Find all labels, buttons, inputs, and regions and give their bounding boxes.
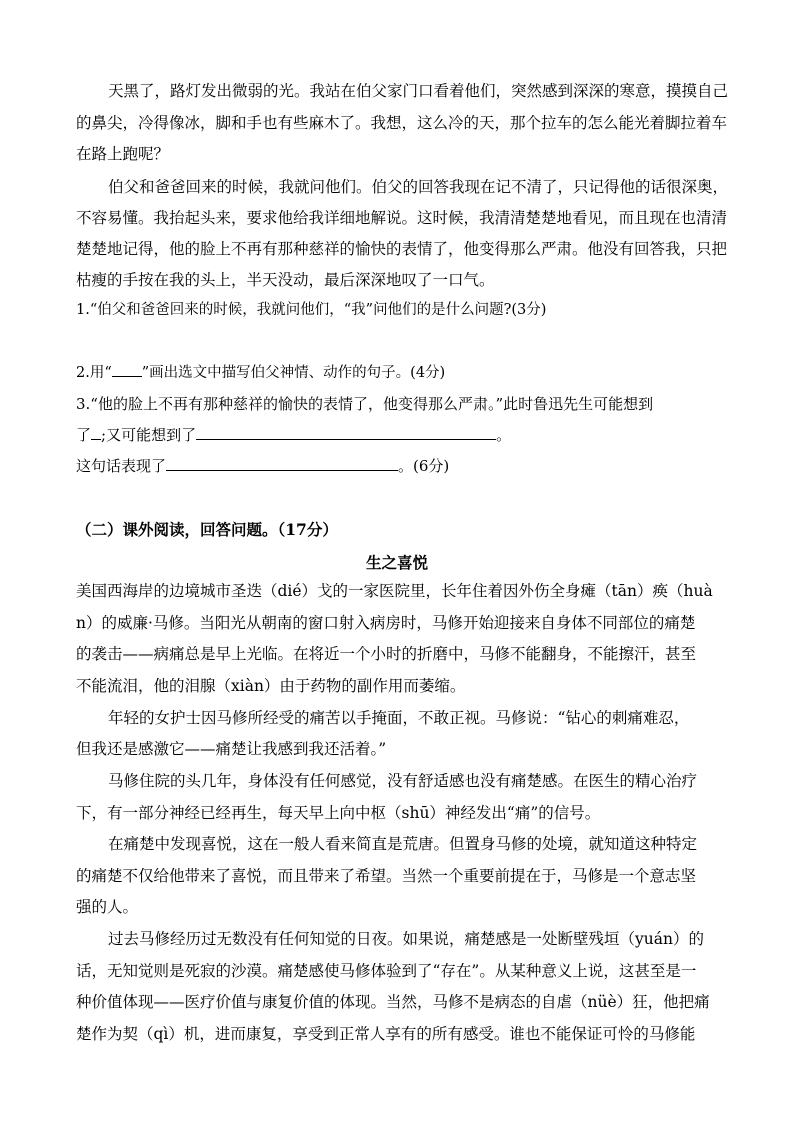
passage-title: 生之喜悦 xyxy=(365,553,428,572)
passage2-para3-line2: 下，有一部分神经已经再生，每天早上向中枢（shū）神经发出“痛”的信号。 xyxy=(76,804,601,822)
passage1-para1-line1: 天黑了，路灯发出微弱的光。我站在伯父家门口看着他们，突然感到深深的寒意，摸摸自己 xyxy=(108,82,729,100)
passage1-para1-line3: 在路上跑呢？ xyxy=(76,145,170,163)
answer-blank-3[interactable] xyxy=(166,456,398,471)
passage2-para1-line3: 的袭击——病痛总是早上光临。在将近一个小时的折磨中，马修不能翻身，不能擦汗，甚至 xyxy=(76,645,697,663)
passage2-para1-line4: 不能流泪，他的泪腺（xiàn）由于药物的副作用而萎缩。 xyxy=(76,677,466,695)
question-2 xyxy=(76,362,445,384)
answer-blank-2[interactable] xyxy=(196,425,496,440)
question-3-text-b: ;又可能想到了 xyxy=(101,426,197,444)
question-2-prefix: 2.用“ xyxy=(76,365,112,381)
passage2-para2-line2: 但我还是感激它——痛楚让我感到我还活着。” xyxy=(76,740,387,758)
passage1-para2-line3: 楚楚地记得，他的脸上不再有那种慈祥的愉快的表情了，他变得那么严肃。他没有回答我，只把 xyxy=(76,240,728,258)
passage2-para1-line2: n）的威廉·马修。当阳光从朝南的窗口射入病房时，马修开始迎接来自身体不同部位的痛楚 xyxy=(76,614,696,632)
question-2-suffix: ”画出选文中描写伯父神情、动作的句子。(4分) xyxy=(141,365,446,381)
question-3-text-a: 了 xyxy=(76,426,92,444)
question-3-text-e: 。(6分) xyxy=(398,457,450,475)
answer-blank-1[interactable] xyxy=(91,425,101,440)
question-3-text-c: 。 xyxy=(496,426,512,444)
question-1: 1.“伯父和爸爸回来的时候，我就问他们，“我”问他们的是什么问题?(3分) xyxy=(76,302,547,318)
passage1-para2-line2: 不容易懂。我抬起头来，要求他给我详细地解说。这时候，我清清楚楚地看见，而且现在也清清 xyxy=(76,209,728,227)
section-heading: （二）课外阅读，回答问题。（17分） xyxy=(76,520,338,539)
passage2-para2-line1: 年轻的女护士因马修所经受的痛苦以手掩面，不敢正视。马修说：“钻心的刺痛难忍， xyxy=(108,709,690,727)
passage1-para2-line1: 伯父和爸爸回来的时候，我就问他们。伯父的回答我现在记不清了，只记得他的话很深奥， xyxy=(108,178,729,196)
question-3-line1: 3.“他的脸上不再有那种慈祥的愉快的表情了，他变得那么严肃。”此时鲁迅先生可能想到 xyxy=(76,395,654,413)
passage2-para4-line1: 在痛楚中发现喜悦，这在一般人看来简直是荒唐。但置身马修的处境，就知道这种特定 xyxy=(108,835,698,853)
question-3-line2 xyxy=(76,424,511,446)
question-2-underline-sample xyxy=(112,362,142,377)
passage2-para4-line3: 强的人。 xyxy=(76,898,139,916)
passage2-para5-line3: 种价值体现——医疗价值与康复价值的体现。当然，马修不是病态的自虐（nüè）狂，他把痛 xyxy=(76,993,710,1011)
passage2-para1-line1: 美国西海岸的边境城市圣迭（dié）戈的一家医院里，长年住着因外伤全身瘫（tān）痪（huà xyxy=(76,582,713,600)
question-3-line3 xyxy=(76,455,449,477)
passage1-para1-line2: 的鼻尖，冷得像冰，脚和手也有些麻木了。我想，这么冷的天，那个拉车的怎么能光着脚拉着车 xyxy=(76,114,728,132)
passage2-para4-line2: 的痛楚不仅给他带来了喜悦，而且带来了希望。当然一个重要前提在于，马修是一个意志坚 xyxy=(76,867,697,885)
passage2-para5-line4: 楚作为契（qì）机，进而康复，享受到正常人享有的所有感受。谁也不能保证可怜的马修能 xyxy=(76,1025,696,1043)
passage1-para2-line4: 枯瘦的手按在我的头上，半天没动，最后深深地叹了一口气。 xyxy=(76,271,495,289)
passage2-para3-line1: 马修住院的头几年，身体没有任何感觉，没有舒适感也没有痛楚感。在医生的精心治疗 xyxy=(108,772,698,790)
question-3-text-d: 这句话表现了 xyxy=(76,457,167,475)
passage2-para5-line2: 话，无知觉则是死寂的沙漠。痛楚感使马修体验到了“存在”。从某种意义上说，这甚至是一 xyxy=(76,962,697,980)
passage2-para5-line1: 过去马修经历过无数没有任何知觉的日夜。如果说，痛楚感是一处断壁残垣（yuán）的 xyxy=(108,930,704,948)
